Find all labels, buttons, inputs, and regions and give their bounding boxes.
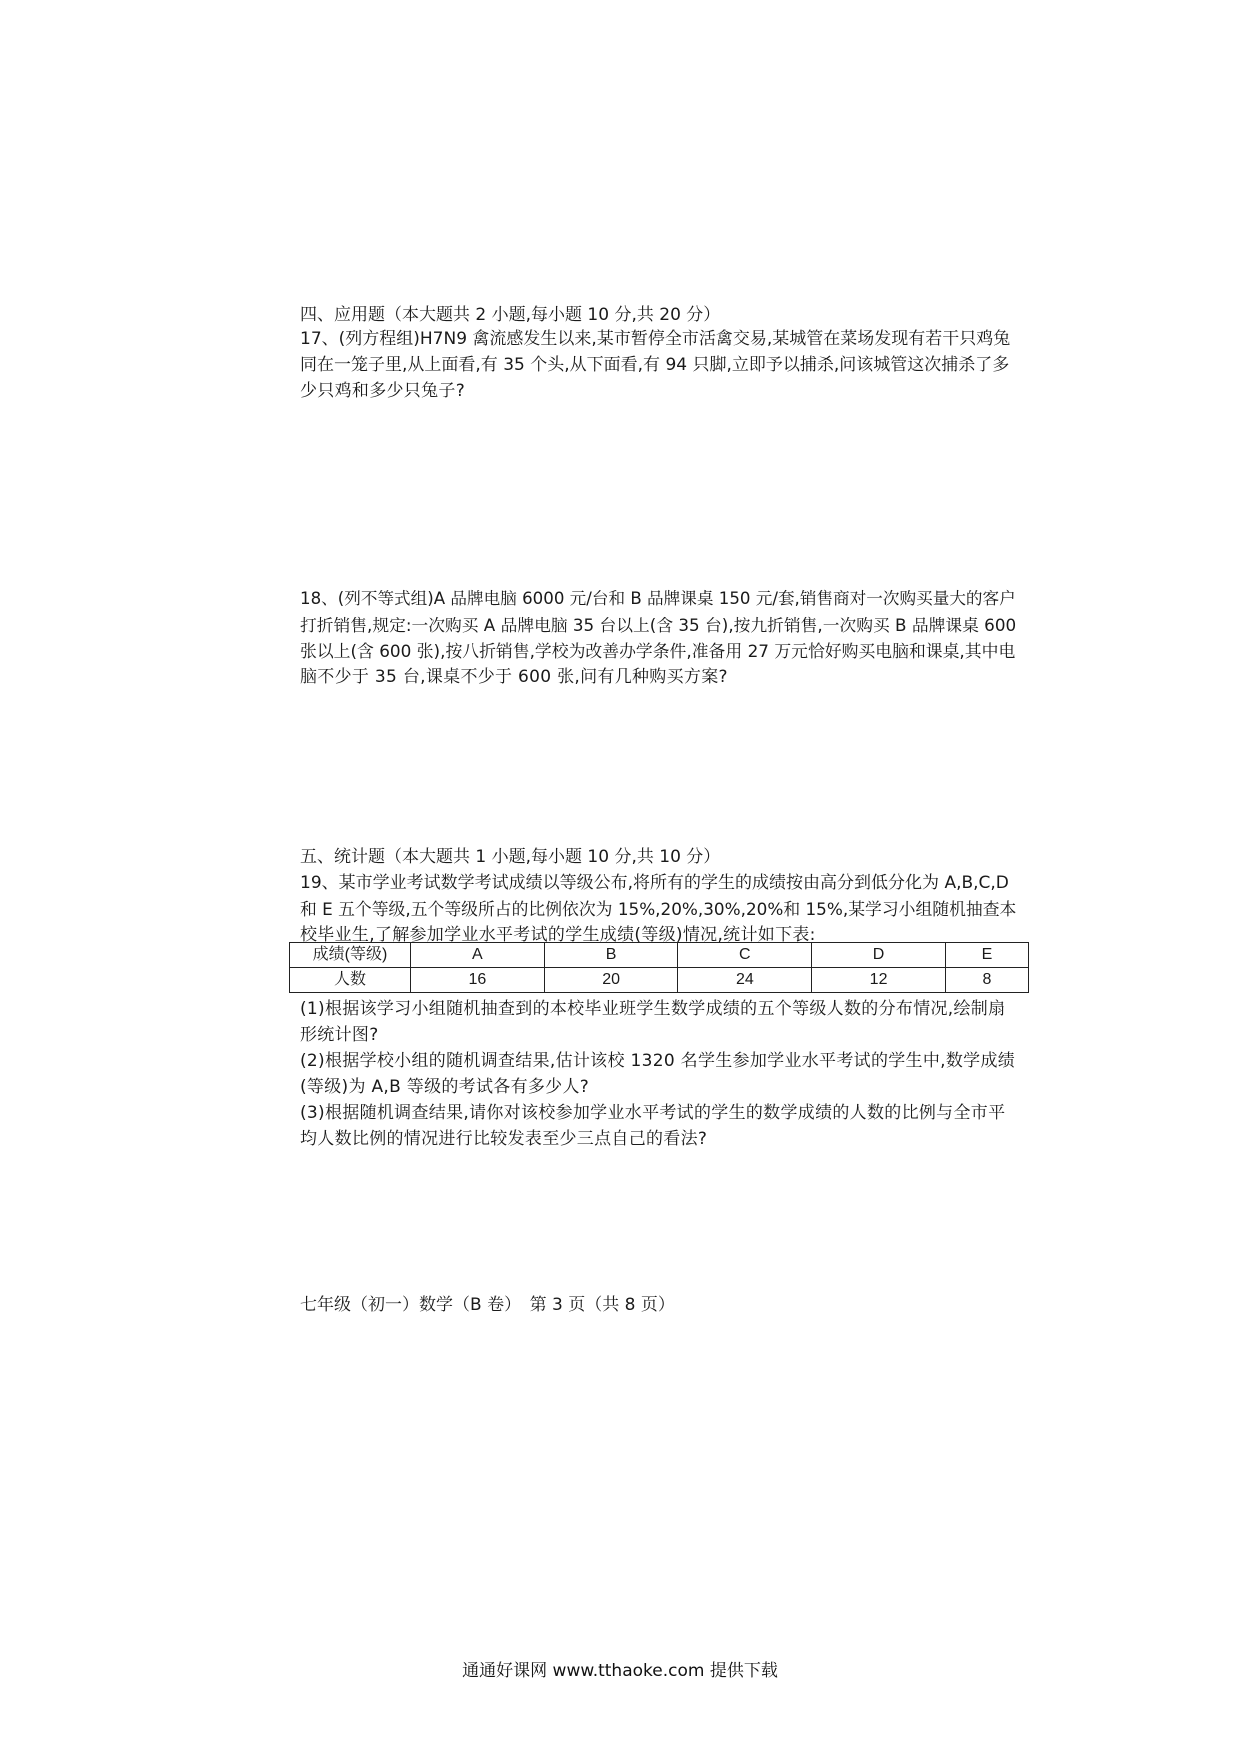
subquestion-line: 形统计图?	[300, 1025, 379, 1045]
subquestion-line: (1)根据该学习小组随机抽查到的本校毕业班学生数学成绩的五个等级人数的分布情况,绘制扇	[300, 999, 1006, 1019]
question-19-subquestions	[300, 996, 1020, 1152]
table-row-header: 人数	[290, 968, 411, 993]
subquestion-line: (3)根据随机调查结果,请你对该校参加学业水平考试的学生的数学成绩的人数的比例与全市平	[300, 1103, 1006, 1123]
table-cell-count: 20	[544, 968, 678, 993]
subquestion-line: (2)根据学校小组的随机调查结果,估计该校 1320 名学生参加学业水平考试的学生中,数学成绩	[300, 1051, 1016, 1071]
subquestion-line: (等级)为 A,B 等级的考试各有多少人?	[300, 1077, 590, 1097]
table-cell-grade: A	[411, 943, 545, 968]
question-18-line: 脑不少于 35 台,课桌不少于 600 张,问有几种购买方案?	[300, 667, 728, 687]
subquestion-line: 均人数比例的情况进行比较发表至少三点自己的看法?	[300, 1129, 708, 1149]
page-footer: 七年级（初一）数学（B 卷） 第 3 页（共 8 页）	[300, 1295, 675, 1315]
table-cell-grade: B	[544, 943, 678, 968]
table-cell-count: 12	[812, 968, 946, 993]
question-19-line: 校毕业生,了解参加学业水平考试的学生成绩(等级)情况,统计如下表:	[300, 925, 816, 945]
table-cell-count: 8	[945, 968, 1028, 993]
question-17-line: 同在一笼子里,从上面看,有 35 个头,从下面看,有 94 只脚,立即予以捕杀,问该城管这次捕杀了多	[300, 355, 1010, 375]
question-18-line: 张以上(含 600 张),按八折销售,学校为改善办学条件,准备用 27 万元恰好购买电脑和课桌,其中电	[300, 641, 1016, 661]
question-18	[300, 586, 1020, 690]
table-row	[290, 943, 1029, 968]
question-17	[300, 326, 1020, 404]
question-19-line: 和 E 五个等级,五个等级所占的比例依次为 15%,20%,30%,20%和 15%,某学习小组随机抽查本	[300, 899, 1017, 919]
table-cell-count: 16	[411, 968, 545, 993]
grade-count-table	[289, 942, 1029, 993]
table-row-header: 成绩(等级)	[290, 943, 411, 968]
question-18-line: 18、(列不等式组)A 品牌电脑 6000 元/台和 B 品牌课桌 150 元/套,销售商对一次购买量大的客户	[300, 589, 1016, 608]
table-cell-grade: D	[812, 943, 946, 968]
question-17-line: 17、(列方程组)H7N9 禽流感发生以来,某市暂停全市活禽交易,某城管在菜场发现有若干只鸡兔	[300, 329, 1011, 349]
table-row	[290, 968, 1029, 993]
section-4-title: 四、应用题（本大题共 2 小题,每小题 10 分,共 20 分）	[300, 305, 721, 325]
question-19-line: 19、某市学业考试数学考试成绩以等级公布,将所有的学生的成绩按由高分到低分化为 A,B,C,D	[300, 873, 1009, 893]
table-cell-count: 24	[678, 968, 812, 993]
table-cell-grade: E	[945, 943, 1028, 968]
table-cell-grade: C	[678, 943, 812, 968]
section-5-title: 五、统计题（本大题共 1 小题,每小题 10 分,共 10 分）	[300, 847, 721, 867]
question-17-line: 少只鸡和多少只兔子?	[300, 381, 466, 401]
source-watermark-text: 通通好课网 www.tthaoke.com 提供下载	[462, 1661, 778, 1681]
question-19	[300, 870, 1020, 948]
question-18-line: 打折销售,规定:一次购买 A 品牌电脑 35 台以上(含 35 台),按九折销售,一次购买 B 品牌课桌 600	[300, 615, 1017, 635]
